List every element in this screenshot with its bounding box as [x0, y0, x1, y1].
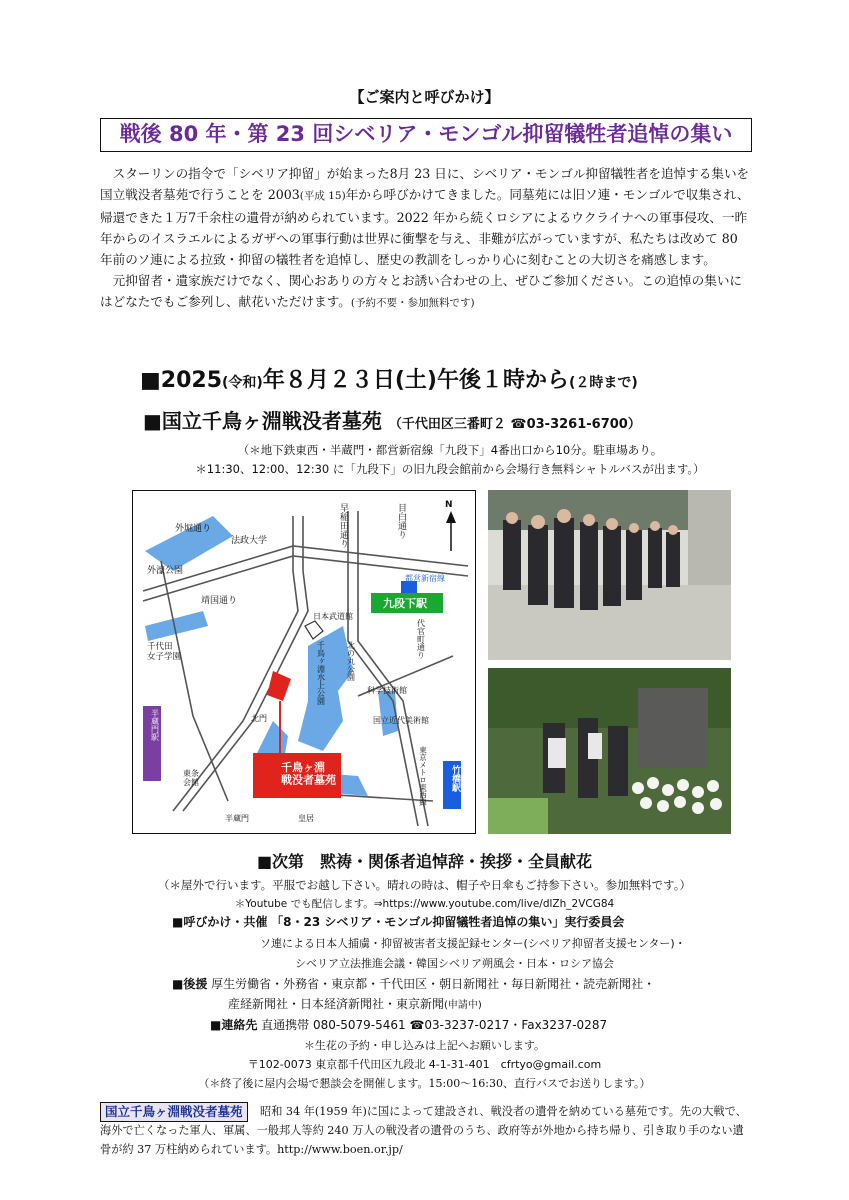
intro-p2-small: (予約不要・参加無料です) — [350, 297, 475, 309]
label-waseda: 早稲田通り — [338, 503, 348, 548]
organizer-label: ■呼びかけ・共催 — [172, 915, 268, 929]
label-kitamon: 北門 — [251, 714, 267, 723]
label-hanzomon-gate: 半蔵門 — [225, 814, 249, 823]
label-museum: 国立近代美術館 — [373, 716, 429, 725]
organizer-name: 「8・23 シベリア・モンゴル抑留犠牲者追悼の集い」実行委員会 — [271, 915, 625, 929]
page-title: 戦後 80 年・第 23 回シベリア・モンゴル抑留犠牲者追悼の集い — [119, 122, 733, 146]
label-hosei: 法政大学 — [231, 536, 268, 546]
access-info — [150, 441, 750, 479]
intro-paragraph-2 — [100, 270, 750, 314]
label-takebashi: 竹橋駅 — [450, 765, 460, 792]
label-sotobori-park: 外濠公園 — [147, 566, 184, 576]
intro-text — [100, 163, 750, 314]
title-box — [100, 118, 752, 152]
support-line-2 — [228, 995, 849, 1012]
contact-line — [210, 1016, 849, 1033]
label-north: N — [445, 500, 453, 510]
label-kudanshita: 九段下駅 — [383, 597, 427, 610]
venue-name: ■国立千鳥ヶ淵戦没者墓苑 — [143, 409, 382, 433]
youtube-link[interactable]: ＊Youtube でも配信します。⇒https://www.youtube.com/live/dlZh_2VCG84 — [234, 898, 615, 910]
moat-kitanomaru — [298, 626, 353, 751]
intro-p1: スターリンの指令で「シベリア抑留」が始まった8月 23 日に、シベリア・モンゴル抑留犠牲者を追悼する集いを国立戦没者墓苑で行うことを 2003 — [100, 166, 750, 202]
ceremony-photo-2 — [488, 668, 731, 834]
budokan-marker — [305, 621, 323, 639]
label-chidorigafuchi-park: 千鳥ヶ淵水上公園 — [316, 641, 326, 705]
label-daikancho: 代官町通り — [416, 619, 426, 659]
label-chiyoda-school: 千代田女子学園 — [147, 642, 182, 662]
north-arrow-head — [446, 511, 456, 523]
label-kitanomaru: 北の丸公園 — [346, 641, 356, 681]
map-svg — [133, 491, 476, 834]
label-mejiro: 目白通り — [396, 503, 406, 539]
organizer-line — [172, 913, 849, 930]
label-yasukuni: 靖国通り — [201, 596, 238, 606]
event-date — [140, 363, 638, 394]
contact-tel: ☎03-3237-0217・Fax3237-0287 — [409, 1018, 608, 1032]
support-label: ■後援 — [172, 977, 208, 991]
label-metro-right: 東京メトロ東西線 — [418, 746, 428, 806]
contact-mobile: 直通携帯 080-5079-5461 — [261, 1018, 406, 1032]
label-science: 科学技術館 — [367, 686, 407, 695]
photo-1-svg — [488, 490, 731, 660]
footer-label: 国立千鳥ヶ淵戦没者墓苑 — [100, 1102, 248, 1122]
support-text-1: 厚生労働省・外務省・東京都・千代田区・朝日新聞社・毎日新聞社・読売新聞社・ — [211, 977, 656, 991]
footer-text: 昭和 34 年(1959 年)に国によって建設され、戦没者の遺骨を納めている墓苑です。先の大戦で、海外で亡くなった軍人、軍属、一般邦人等約 240 万人の戦没者の遺骨のうち、政府等が外地から持ち帰り、引き取り手のない遺骨が約 37 万柱納められています。http://www.boen.or.jp/ — [100, 1105, 747, 1156]
organizer-line-3: シベリア立法推進会議・韓国シベリア朔風会・日本・ロシア協会 — [295, 957, 614, 970]
intro-paragraph-1 — [100, 163, 750, 270]
label-budokan: 日本武道館 — [313, 612, 353, 621]
intro-p1-rest: 年から呼びかけてきました。同墓苑には旧ソ連・モンゴルで収集され、帰還できた１万7千余柱の遺骨が納められています。2022 年から続くロシアによるウクライナへの軍事侵攻、一昨年からのイスラエルによるガザへの軍事行動は世界に衝撃を与え、非難が広がっていますが、私たちは改めて 80 年前のソ連による拉致・抑留の犠牲者を追悼し、歴史の教訓をしっかり心に刻むことの大切さを痛感します。 — [100, 187, 750, 267]
site-marker — [267, 671, 291, 701]
date-main: 年８月２３日(土)午後１時から — [262, 368, 569, 393]
date-era: (令和) — [222, 375, 263, 391]
venue-map — [132, 490, 476, 834]
label-sotobori: 外堀通り — [175, 524, 212, 534]
venue-address: （千代田区三番町２ ☎03-3261-6700） — [388, 417, 641, 432]
contact-address: 〒102-0073 東京都千代田区九段北 4-1-31-401 cfrtyo@gmail.com — [247, 1058, 602, 1071]
label-higashi-park: 東条会館 — [183, 769, 199, 788]
date-prefix: ■2025 — [140, 368, 223, 393]
access-line-2: ＊11:30、12:00、12:30 に「九段下」の旧九段会館前から会場行き無料シャトルバスが出ます。） — [195, 462, 705, 476]
label-hanzomon: 半蔵門駅 — [150, 709, 160, 741]
access-line-1: （＊地下鉄東西・半蔵門・都営新宿線「九段下」4番出口から10分。駐車場あり。 — [237, 443, 663, 457]
contact-label: ■連絡先 — [210, 1018, 258, 1032]
program-title: ■次第 黙祷・関係者追悼辞・挨拶・全員献花 — [256, 852, 593, 871]
party-note: （＊終了後に屋内会場で懇談会を開催します。15:00～16:30、直行バスでお送りします。） — [198, 1077, 651, 1090]
intro-p2: 元抑留者・遺家族だけでなく、関心おありの方々とお誘い合わせの上、ぜひご参加ください。この追悼の集いにはどなたでもご参列し、献花いただけます。 — [100, 273, 743, 309]
label-toei-shinjuku: 都営新宿線 — [405, 574, 445, 583]
support-text-2: 産経新聞社・日本経済新聞社・東京新聞 — [228, 997, 445, 1011]
support-line-1 — [172, 975, 849, 992]
label-imperial: 皇居 — [298, 814, 314, 823]
venue — [143, 405, 641, 434]
intro-p1-small: (平成 15) — [299, 190, 346, 202]
date-end: (２時まで) — [568, 375, 638, 391]
label-site: 千鳥ヶ淵戦没者墓苑 — [281, 761, 336, 787]
support-pending: (申請中) — [444, 1000, 482, 1011]
program-note: （＊屋外で行います。平服でお越し下さい。晴れの時は、帽子や日傘もご持参下さい。参加無料です。） — [158, 878, 691, 892]
organizer-line-2: ソ連による日本人捕虜・抑留被害者支援記録センター(シベリア抑留者支援センター)・ — [260, 937, 686, 950]
ceremony-photo-1 — [488, 490, 731, 660]
photo-2-svg — [488, 668, 731, 834]
header-label: 【ご案内と呼びかけ】 — [349, 88, 500, 106]
contact-note: ＊生花の予約・申し込みは上記へお願いします。 — [303, 1039, 546, 1052]
